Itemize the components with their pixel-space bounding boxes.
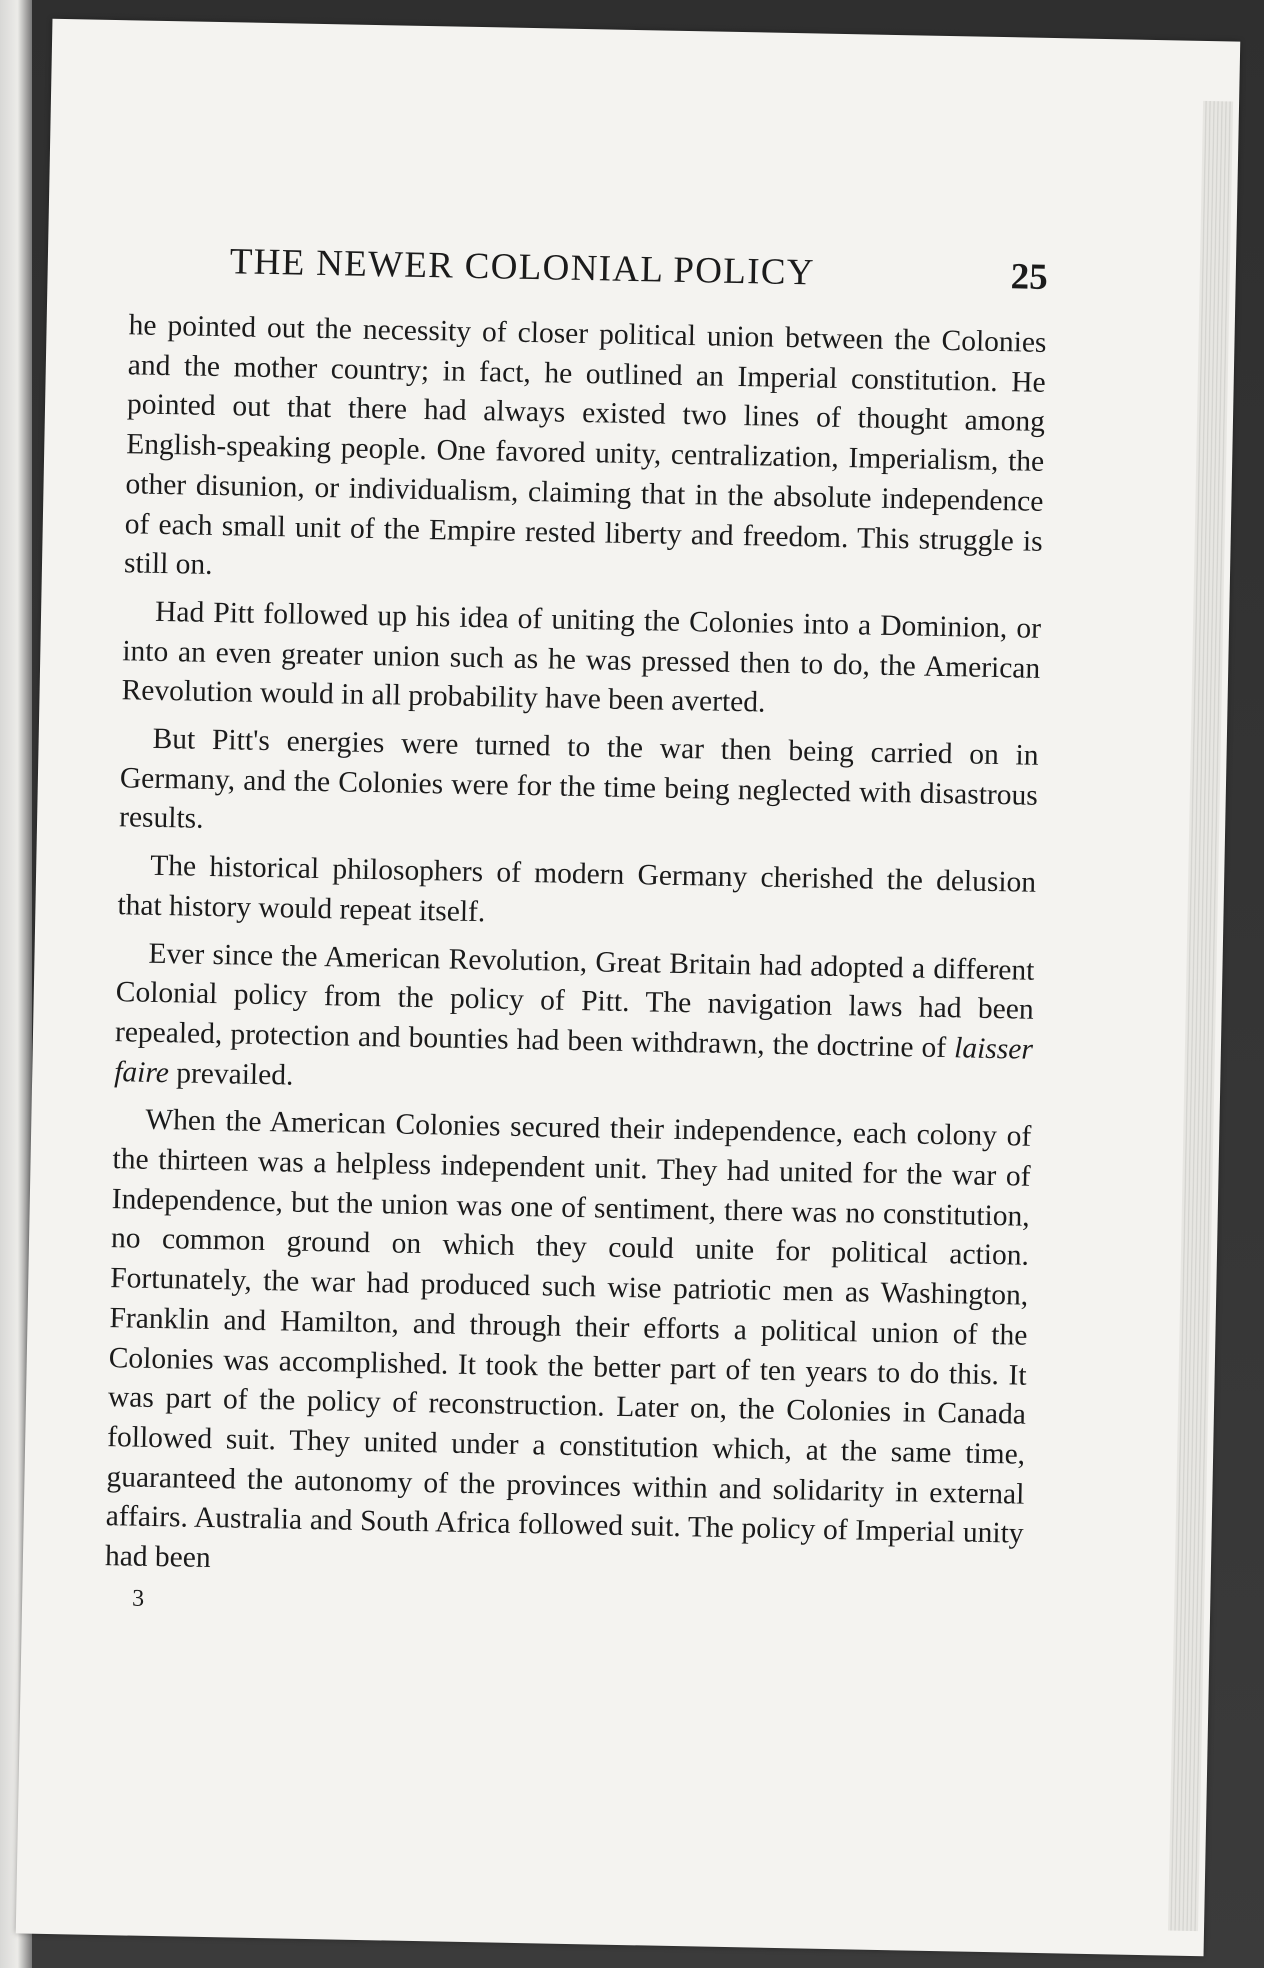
paragraph-1: he pointed out the necessity of closer political union between the Colonies and the mother country; in fact, he outlined an Imperial constitution. He pointed out that there had always existed two lines of thought among English-speaking people. One favored unity, centralization, Imperialism, the other disunion, or individualism, claiming that in the absolute independence of each small unit of the Empire rested liberty and freedom. This struggle is still on. bbox=[123, 309, 1047, 582]
paragraph-5-italic-phrase: laisser faire bbox=[113, 1032, 1034, 1089]
paragraph-2: Had Pitt followed up his idea of uniting the Colonies into a Dominion, or into an even greater union such as he was pressed then to do, the American Revolution would in all probability have been averted. bbox=[121, 595, 1042, 719]
page-edge-stack bbox=[1168, 101, 1233, 1931]
paragraph-5-ending: prevailed. bbox=[168, 1056, 294, 1092]
paragraph-4: The historical philosophers of modern Germany cherished the delusion that history would repeat itself. bbox=[117, 849, 1037, 929]
page-number: 25 bbox=[1010, 256, 1049, 298]
paragraph-5 bbox=[114, 934, 1035, 1110]
paragraph-5-text: Ever since the American Revolution, Great Britain had adopted a different Colonial policy from the policy of Pitt. The navigation laws had been repealed, protection and bounties had been withdrawn, the doctrine of bbox=[114, 937, 1035, 1065]
signature-mark: 3 bbox=[131, 1585, 145, 1612]
book-page bbox=[16, 19, 1241, 1956]
running-head-title: THE NEWER COLONIAL POLICY bbox=[229, 241, 816, 294]
text-block bbox=[104, 238, 1048, 1629]
paragraph-3: But Pitt's energies were turned to the war then being carried on in Germany, and the Colonies were for the time being neglected with disastrous results. bbox=[118, 722, 1039, 836]
running-head bbox=[129, 238, 1048, 308]
paragraph-6: When the American Colonies secured their independence, each colony of the thirteen was a helpless independent unit. They had united for the war of Independence, but the union was one of sentiment, there was no constitution, no common ground on which they could unite for political action. Fortunately, the war had produced such wise patriotic men as Washington, Franklin and Hamilton, and through their efforts a political union of the Colonies was accomplished. It took the better part of ten years to do this. It was part of the policy of reconstruction. Later on, the Colonies in Canada followed suit. They united under a constitution which, at the same time, guaranteed the autonomy of the provinces within and solidarity in external affairs. Australia and South Africa followed suit. The policy of Imperial unity had been bbox=[104, 1104, 1032, 1575]
